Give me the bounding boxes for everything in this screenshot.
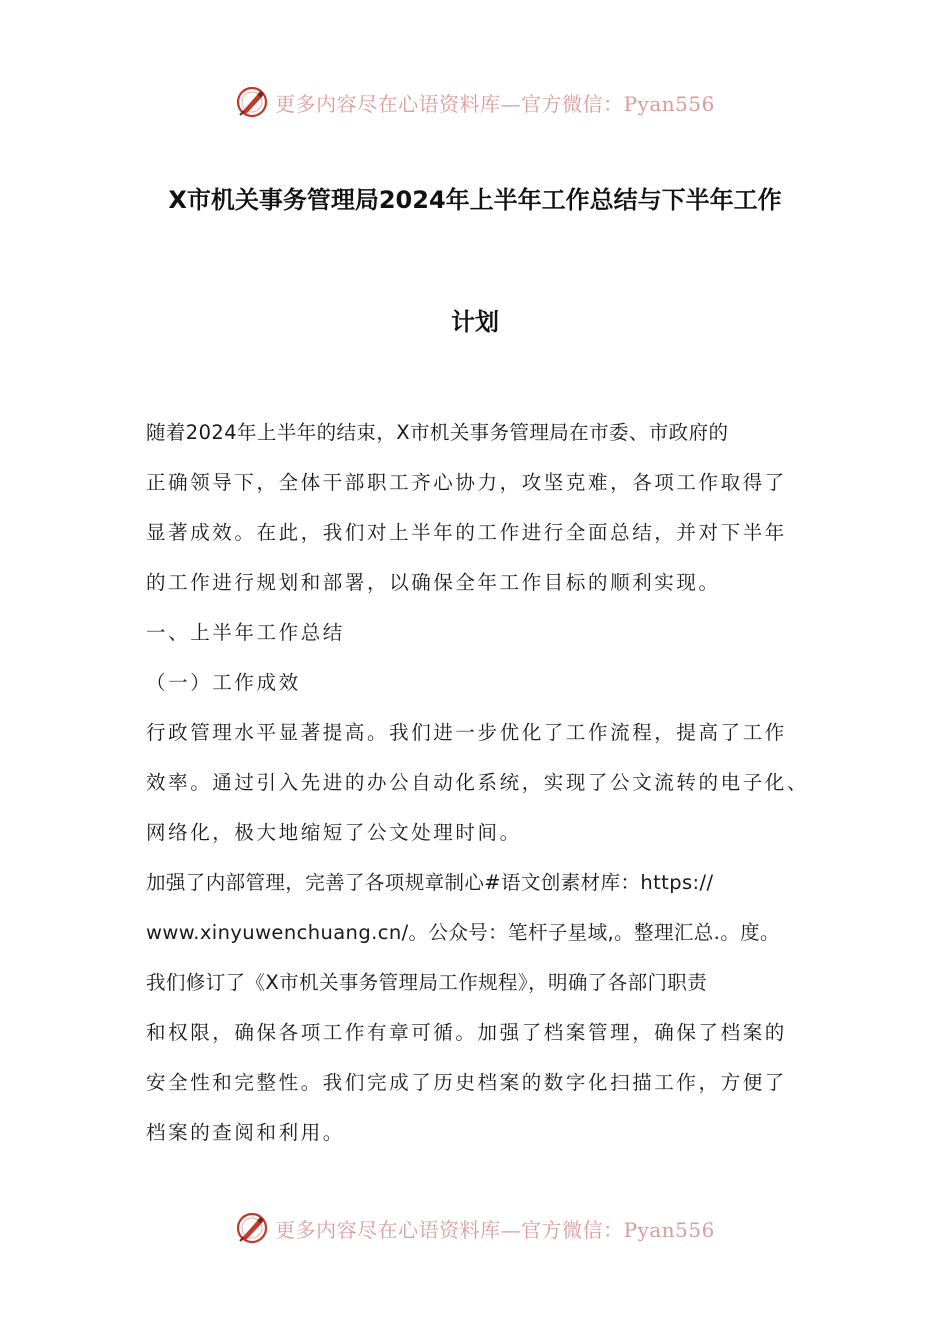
paragraph-line: 正确领导下，全体干部职工齐心协力，攻坚克难，各项工作取得了 (146, 471, 787, 494)
watermark-text: 更多内容尽在心语资料库—官方微信：Pyan556 (275, 1217, 715, 1242)
pen-logo-icon (235, 85, 269, 119)
watermark-text: 更多内容尽在心语资料库—官方微信：Pyan556 (275, 91, 715, 116)
paragraph-line: 加强了内部管理，完善了各项规章制心#语文创素材库：https:// (146, 871, 714, 894)
paragraph-line: 效率。通过引入先进的办公自动化系统，实现了公文流转的电子化、 (146, 771, 810, 794)
watermark-banner-top (0, 82, 950, 122)
paragraph-line: 安全性和完整性。我们完成了历史档案的数字化扫描工作，方便了 (146, 1071, 787, 1094)
document-body (146, 416, 818, 1166)
paragraph-line: 随着2024年上半年的结束，X市机关事务管理局在市委、市政府的 (146, 421, 729, 444)
paragraph-line: 网络化，极大地缩短了公文处理时间。 (146, 821, 522, 844)
pen-logo-icon (235, 1211, 269, 1245)
paragraph-line: 的工作进行规划和部署，以确保全年工作目标的顺利实现。 (146, 571, 721, 594)
document-title: X市机关事务管理局2024年上半年工作总结与下半年工作 (168, 186, 782, 214)
section-heading: 一、上半年工作总结 (146, 621, 345, 644)
document-title-continued: 计划 (451, 308, 499, 336)
subsection-heading: （一）工作成效 (146, 671, 301, 694)
watermark-banner-bottom (0, 1208, 950, 1248)
paragraph-line: 和权限，确保各项工作有章可循。加强了档案管理，确保了档案的 (146, 1021, 787, 1044)
paragraph-line: 行政管理水平显著提高。我们进一步优化了工作流程，提高了工作 (146, 721, 787, 744)
paragraph-line: 档案的查阅和利用。 (146, 1121, 345, 1144)
paragraph-line: 我们修订了《X市机关事务管理局工作规程》，明确了各部门职责 (146, 971, 708, 994)
paragraph-line: www.xinyuwenchuang.cn/。公众号：笔杆子星域,。整理汇总.。度。 (146, 921, 780, 944)
paragraph-line: 显著成效。在此，我们对上半年的工作进行全面总结，并对下半年 (146, 521, 787, 544)
